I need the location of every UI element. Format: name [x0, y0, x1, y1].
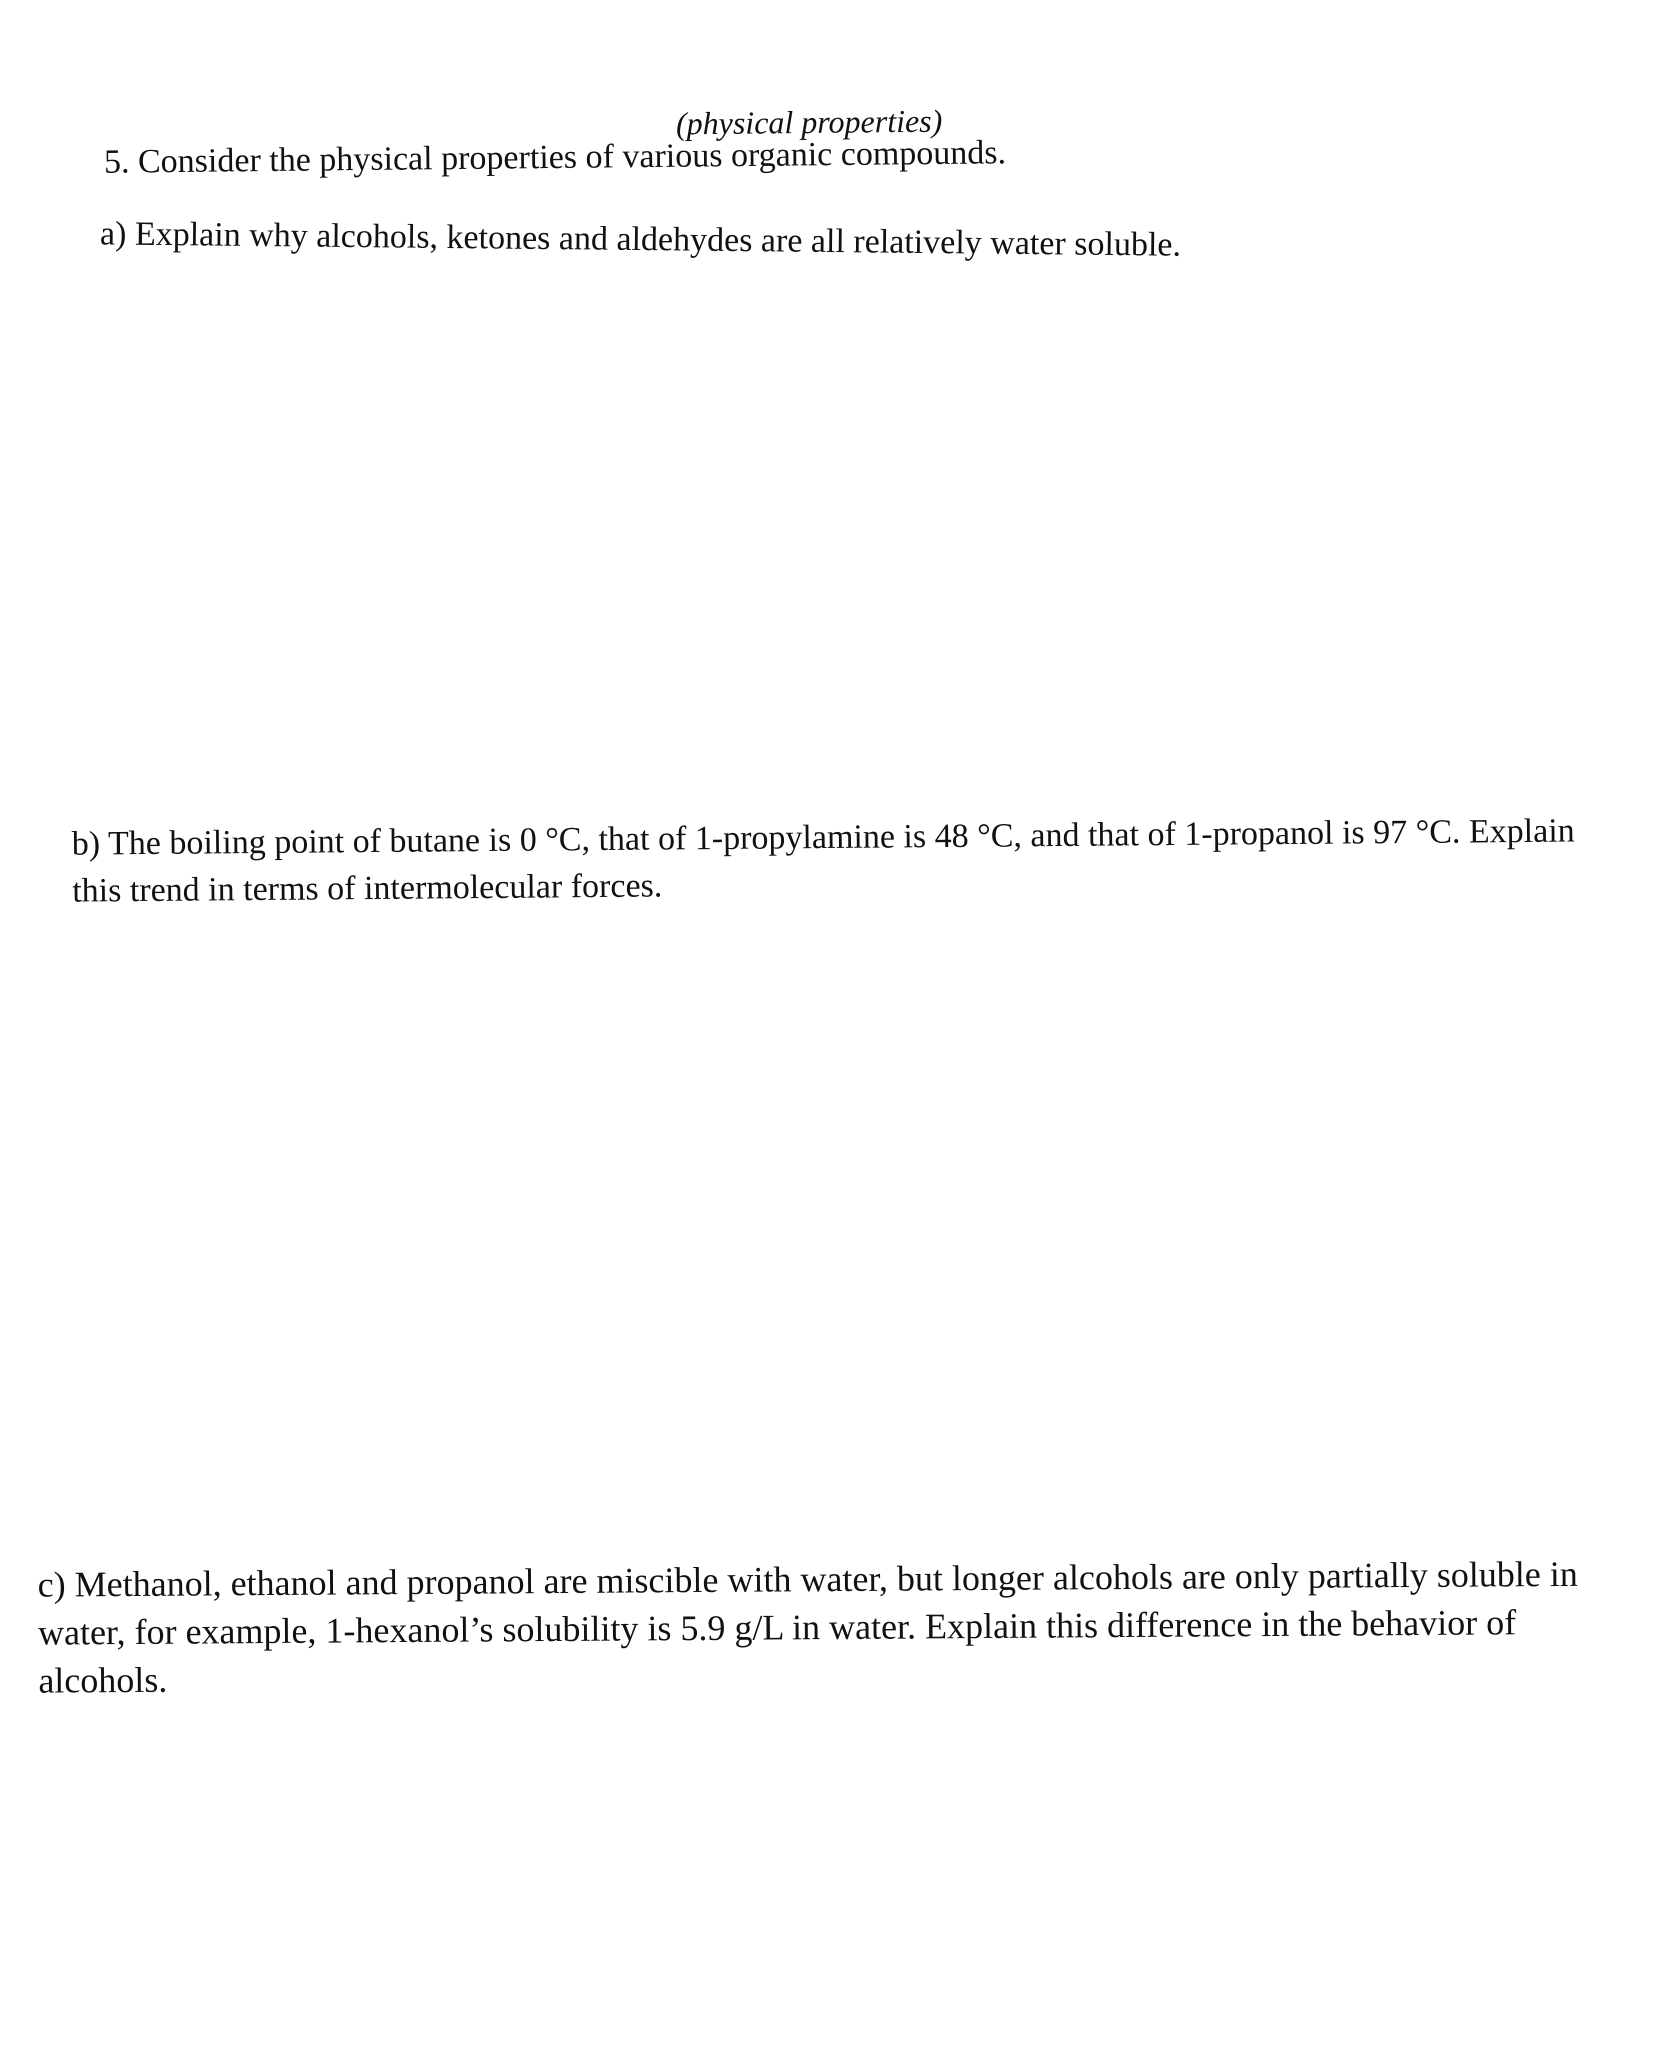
answer-space-b — [40, 920, 1620, 1530]
question-part-c: c) Methanol, ethanol and propanol are miscible with water, but longer alcohols are only partially soluble in water, for example, 1-hexanol’s solubility is 5.9 g/L in water. Explain this difference in the behavior of alcohols. — [37, 1553, 1578, 1701]
answer-space-a — [40, 280, 1620, 790]
question-part-a: a) Explain why alcohols, ketones and aldehydes are all relatively water soluble. — [99, 215, 1182, 264]
question-part-b: b) The boiling point of butane is 0 °C, that of 1-propylamine is 48 °C, and that of 1-propanol is 97 °C. Explain this trend in terms of intermolecular forces. — [71, 812, 1575, 910]
section-label: (physical properties) — [675, 102, 943, 142]
answer-space-c — [40, 1710, 1620, 2030]
question-heading: 5. Consider the physical properties of various organic compounds. — [103, 134, 1007, 181]
